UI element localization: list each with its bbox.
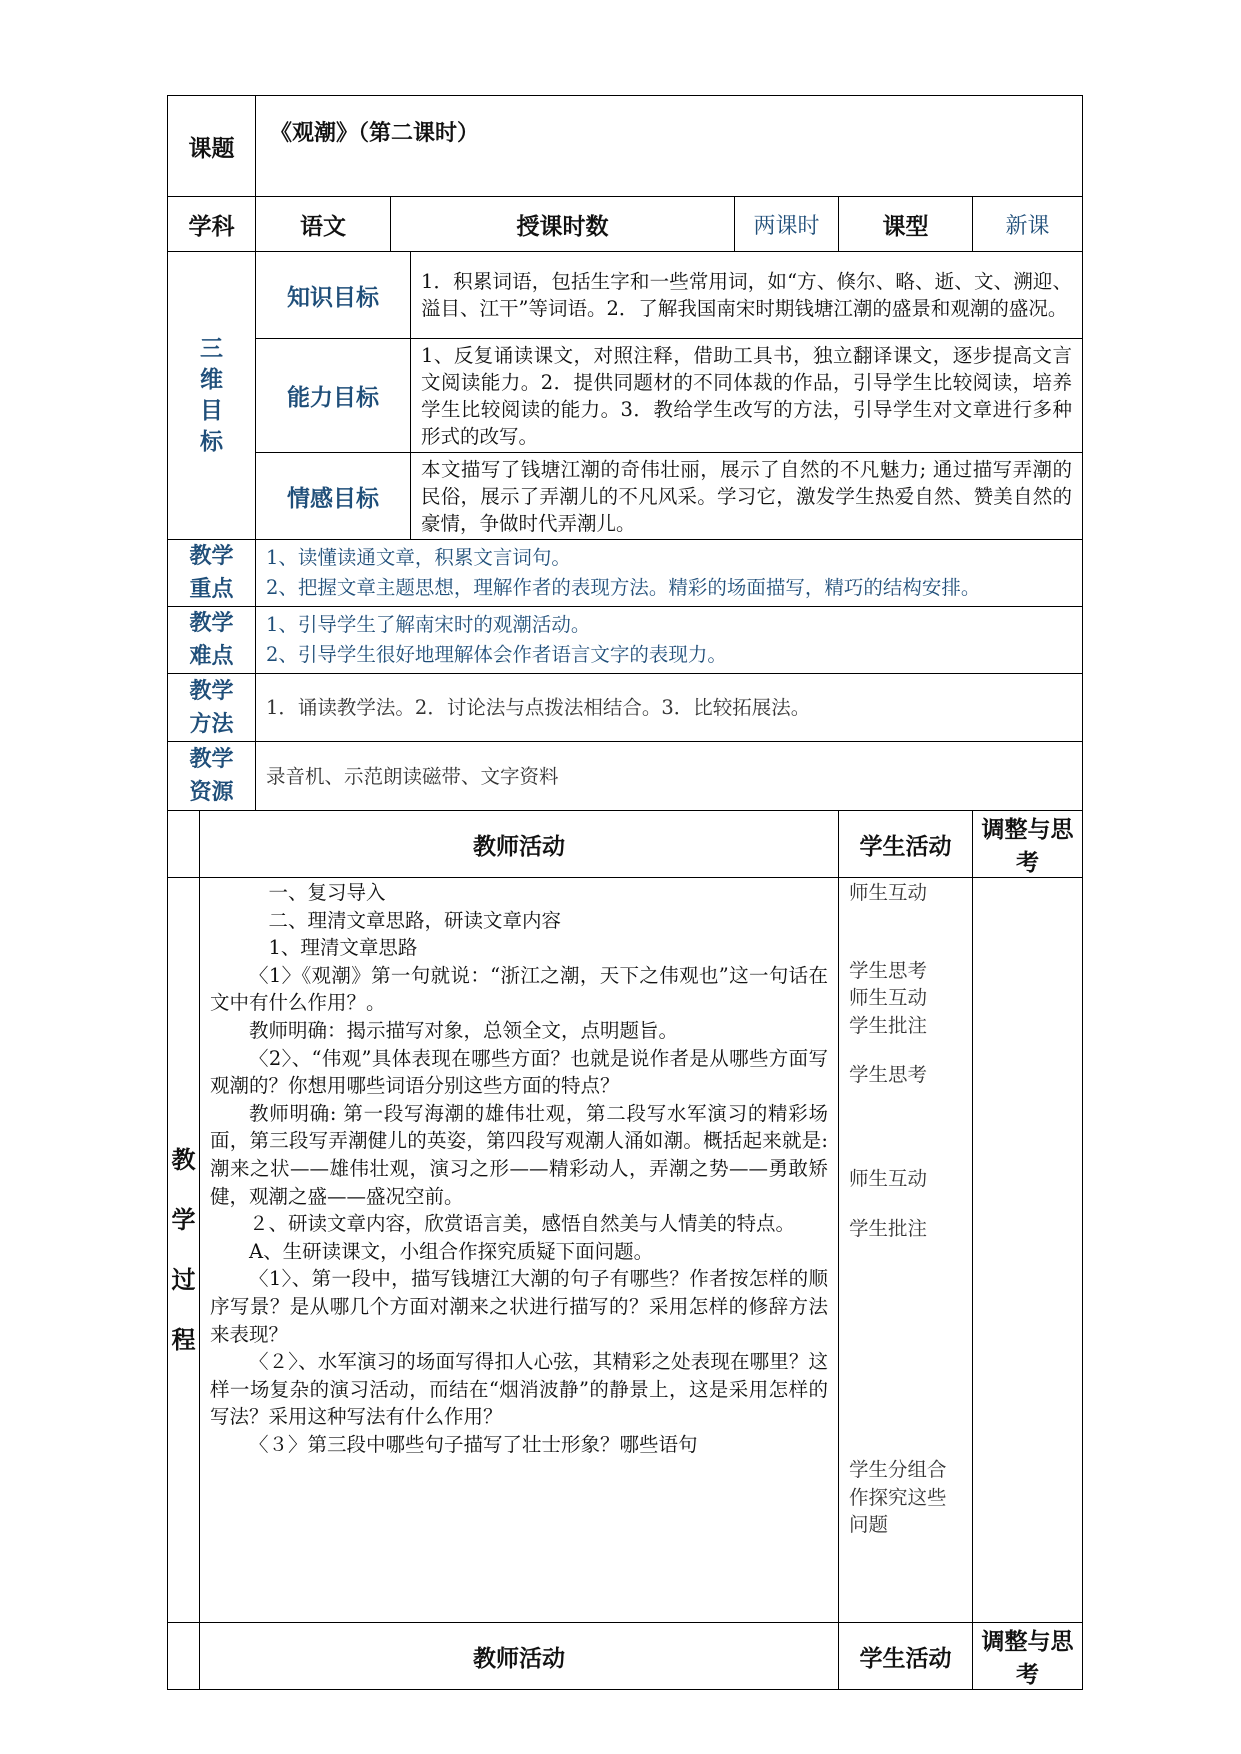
teacher-line-11: 〈２〉、水军演习的场面写得扣人心弦，其精彩之处表现在哪里？这样一场复杂的演习活动，而结在“烟消波静”的静景上，这是采用怎样的写法？采用这种写法有什么作用？ [210,1350,828,1429]
student-note-5: 学生思考 [849,1063,928,1087]
teacher-line-5: 教师明确：揭示描写对象，总领全文，点明题旨。 [249,1018,679,1042]
process-char-2: 学 [171,1206,196,1234]
teacher-line-8: ２、研读文章内容，欣赏语言美，感悟自然美与人情美的特点。 [249,1212,796,1236]
focus-label [168,540,256,607]
activity-header-row [168,811,1083,878]
focus-label-1: 教学 [189,544,234,569]
difficulty-text [256,607,1083,674]
activity-header-spacer [168,811,200,878]
resource-label-1: 教学 [189,747,234,772]
student-note-8: 学生分组合作探究这些问题 [849,1458,947,1537]
knowledge-goal-label: 知识目标 [256,252,411,339]
teacher-line-3: 1、理清文章思路 [268,936,418,960]
student-activity-content [839,878,973,1623]
student-note-3: 师生互动 [849,986,928,1010]
hours-value: 两课时 [735,197,839,252]
goal-knowledge-row [168,252,1083,339]
ability-goal-label: 能力目标 [256,339,411,453]
topic-value: 《观潮》（第二课时） [256,96,1083,197]
teacher-line-12: 〈３〉第三段中哪些句子描写了壮士形象？哪些语句 [249,1432,698,1456]
process-char-4: 程 [171,1326,196,1354]
process-char-1: 教 [171,1146,196,1174]
goals-char-4: 标 [200,428,223,455]
process-row [168,878,1083,1623]
type-label: 课型 [839,197,973,252]
subject-value: 语文 [256,197,391,252]
focus-line-2: 2、把握文章主题思想，理解作者的表现方法。精彩的场面描写，精巧的结构安排。 [266,576,981,599]
difficulty-line-1: 1、引导学生了解南宋时的观潮活动。 [266,613,591,636]
teacher-activity-header-repeat: 教师活动 [200,1623,839,1690]
focus-row [168,540,1083,607]
goal-emotion-row [168,453,1083,540]
method-label-2: 方法 [189,711,234,737]
reflection-header: 调整与思考 [973,811,1083,878]
goal-ability-row [168,339,1083,453]
student-note-6: 师生互动 [849,1166,928,1190]
goals-char-3: 目 [200,397,223,424]
difficulty-line-2: 2、引导学生很好地理解体会作者语言文字的表现力。 [266,643,727,666]
resource-text: 录音机、示范朗读磁带、文字资料 [256,742,1083,811]
teacher-line-2: 二、理清文章思路，研读文章内容 [268,908,562,932]
difficulty-label-2: 难点 [189,644,234,669]
process-char-3: 过 [171,1266,196,1294]
teacher-line-7: 教师明确: 第一段写海潮的雄伟壮观，第二段写水军演习的精彩场面，第三段写弄潮健儿的英姿，第四段写观潮人涌如潮。概括起来就是: 潮来之状——雄伟壮观，演习之形——精彩动人，弄潮之势——勇敢矫健，观潮之盛——盛况空前。 [210,1101,828,1208]
process-label [168,878,200,1623]
subject-label: 学科 [168,197,256,252]
type-value: 新课 [973,197,1083,252]
focus-line-1: 1、读懂读通文章，积累文言词句。 [266,546,571,569]
method-row [168,674,1083,742]
student-activity-header: 学生活动 [839,811,973,878]
difficulty-row [168,607,1083,674]
teacher-line-4: 〈1〉《观潮》第一句就说：“浙江之潮，天下之伟观也”这一句话在文中有什么作用？。 [210,963,828,1015]
difficulty-label [168,607,256,674]
difficulty-label-1: 教学 [189,611,234,636]
goals-char-2: 维 [200,366,223,393]
activity-header-row-repeat [168,1623,1083,1690]
teacher-activity-header: 教师活动 [200,811,839,878]
student-note-1: 师生互动 [849,881,928,904]
reflection-content [973,878,1083,1623]
resource-row [168,742,1083,811]
three-dim-goals-label [168,252,256,540]
goals-char-1: 三 [200,335,223,362]
teacher-line-10: 〈1〉、第一段中，描写钱塘江大潮的句子有哪些？作者按怎样的顺序写景？是从哪几个方面对潮来之状进行描写的？采用怎样的修辞方法来表现？ [210,1267,828,1346]
lesson-plan-sheet [167,95,1082,1690]
student-note-7: 学生批注 [849,1216,928,1240]
knowledge-goal-text: 1．积累词语，包括生字和一些常用词，如“方、倏尔、略、逝、文、溯迎、溢目、江干”等词语。2．了解我国南宋时期钱塘江潮的盛景和观潮的盛况。 [411,252,1083,339]
method-text: 1．诵读教学法。2．讨论法与点拨法相结合。3．比较拓展法。 [256,674,1083,742]
resource-label-2: 资源 [189,780,234,805]
activity-header-spacer-repeat [168,1623,200,1690]
subject-row [168,197,1083,252]
student-activity-header-repeat: 学生活动 [839,1623,973,1690]
topic-row [168,96,1083,197]
topic-label: 课题 [168,96,256,197]
emotion-goal-text: 本文描写了钱塘江潮的奇伟壮丽，展示了自然的不凡魅力; 通过描写弄潮的民俗，展示了弄潮儿的不凡风采。学习它，激发学生热爱自然、赞美自然的豪情，争做时代弄潮儿。 [411,453,1083,540]
lesson-plan-table [167,95,1083,1690]
resource-label [168,742,256,811]
reflection-header-repeat: 调整与思考 [973,1623,1083,1690]
method-label-1: 教学 [189,678,234,704]
teacher-line-9: A、生研读课文，小组合作探究质疑下面问题。 [249,1239,654,1263]
student-note-4: 学生批注 [849,1013,928,1037]
method-label [168,674,256,742]
teacher-line-1: 一、复习导入 [268,881,386,904]
hours-label: 授课时数 [391,197,735,252]
ability-goal-text: 1、反复诵读课文，对照注释，借助工具书，独立翻译课文，逐步提高文言文阅读能力。2．提供同题材的不同体裁的作品，引导学生比较阅读，培养学生比较阅读的能力。3．教给学生改写的方法，引导学生对文章进行多种形式的改写。 [411,339,1083,453]
focus-label-2: 重点 [189,577,234,602]
teacher-line-6: 〈2〉、“伟观”具体表现在哪些方面？也就是说作者是从哪些方面写观潮的？你想用哪些词语分别这些方面的特点？ [210,1046,828,1098]
emotion-goal-label: 情感目标 [256,453,411,540]
student-note-2: 学生思考 [849,958,928,982]
teacher-activity-content [200,878,839,1623]
focus-text [256,540,1083,607]
